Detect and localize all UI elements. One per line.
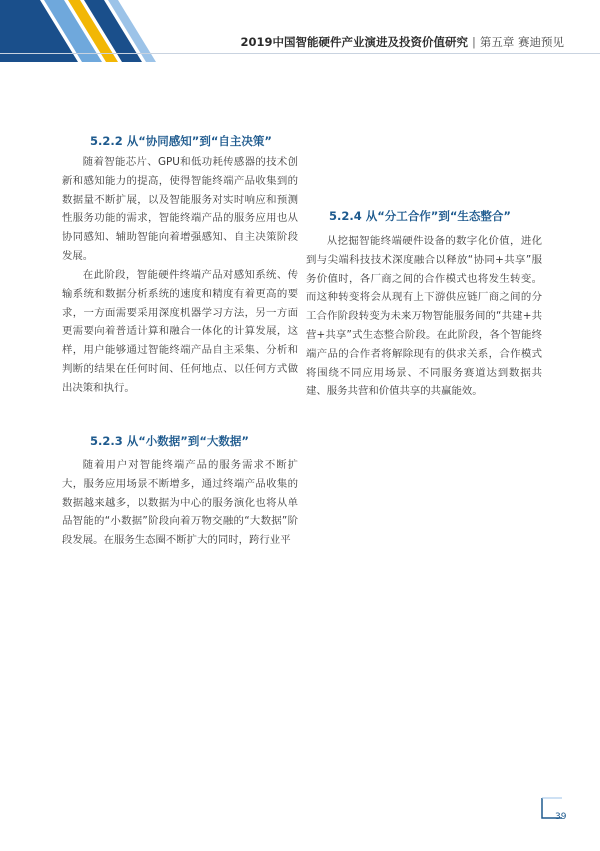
header-title — [240, 34, 564, 50]
report-title: 2019中国智能硬件产业演进及投资价值研究 — [240, 35, 468, 49]
chapter-label: 第五章 赛迪预见 — [479, 35, 564, 49]
section-heading-523: 5.2.3 从“小数据”到“大数据” — [90, 434, 249, 448]
section-522-paragraph-1: 随着智能芯片、GPU和低功耗传感器的技术创新和感知能力的提高，使得智能终端产品收集到的数据量不断扩展，以及智能服务对实时响应和预测性服务功能的需求，智能终端产品的服务应用也从协同感知、辅助智能向着增强感知、自主决策阶段发展。 — [62, 156, 298, 262]
section-heading-522: 5.2.2 从“协同感知”到“自主决策” — [90, 134, 272, 148]
section-522-paragraph-2: 在此阶段，智能硬件终端产品对感知系统、传输系统和数据分析系统的速度和精度有着更高的要求，一方面需要采用深度机器学习方法，另一方面更需要向着普适计算和融合一体化的计算发展，这样，用户能够通过智能终端产品自主采集、分析和判断的结果在任何时间、任何地点、以任何方式做出决策和执行。 — [62, 269, 298, 394]
header-divider — [0, 53, 600, 54]
page-number: 39 — [555, 812, 567, 822]
section-524-paragraph-1: 从挖掘智能终端硬件设备的数字化价值，进化到与尖端科技技术深度融合以释放“协同+共享”服务价值时，各厂商之间的合作模式也将发生转变。而这种转变将会从现有上下游供应链厂商之间的分工合作阶段转变为未来万物智能服务间的“共建+共营+共享”式生态整合阶段。在此阶段，各个智能终端产品的合作者将解除现有的供求关系，合作模式将围绕不同应用场景、不同服务赛道达到数据共建、服务共营和价值共享的共赢能效。 — [306, 235, 542, 398]
section-523-paragraph-1: 随着用户对智能终端产品的服务需求不断扩大，服务应用场景不断增多，通过终端产品收集的数据越来越多，以数据为中心的服务演化也将从单品智能的“小数据”阶段向着万物交融的“大数据”阶段发展。在服务生态圈不断扩大的同时，跨行业平 — [62, 459, 298, 547]
section-heading-524: 5.2.4 从“分工合作”到“生态整合” — [329, 209, 511, 223]
header-separator: | — [471, 35, 476, 49]
